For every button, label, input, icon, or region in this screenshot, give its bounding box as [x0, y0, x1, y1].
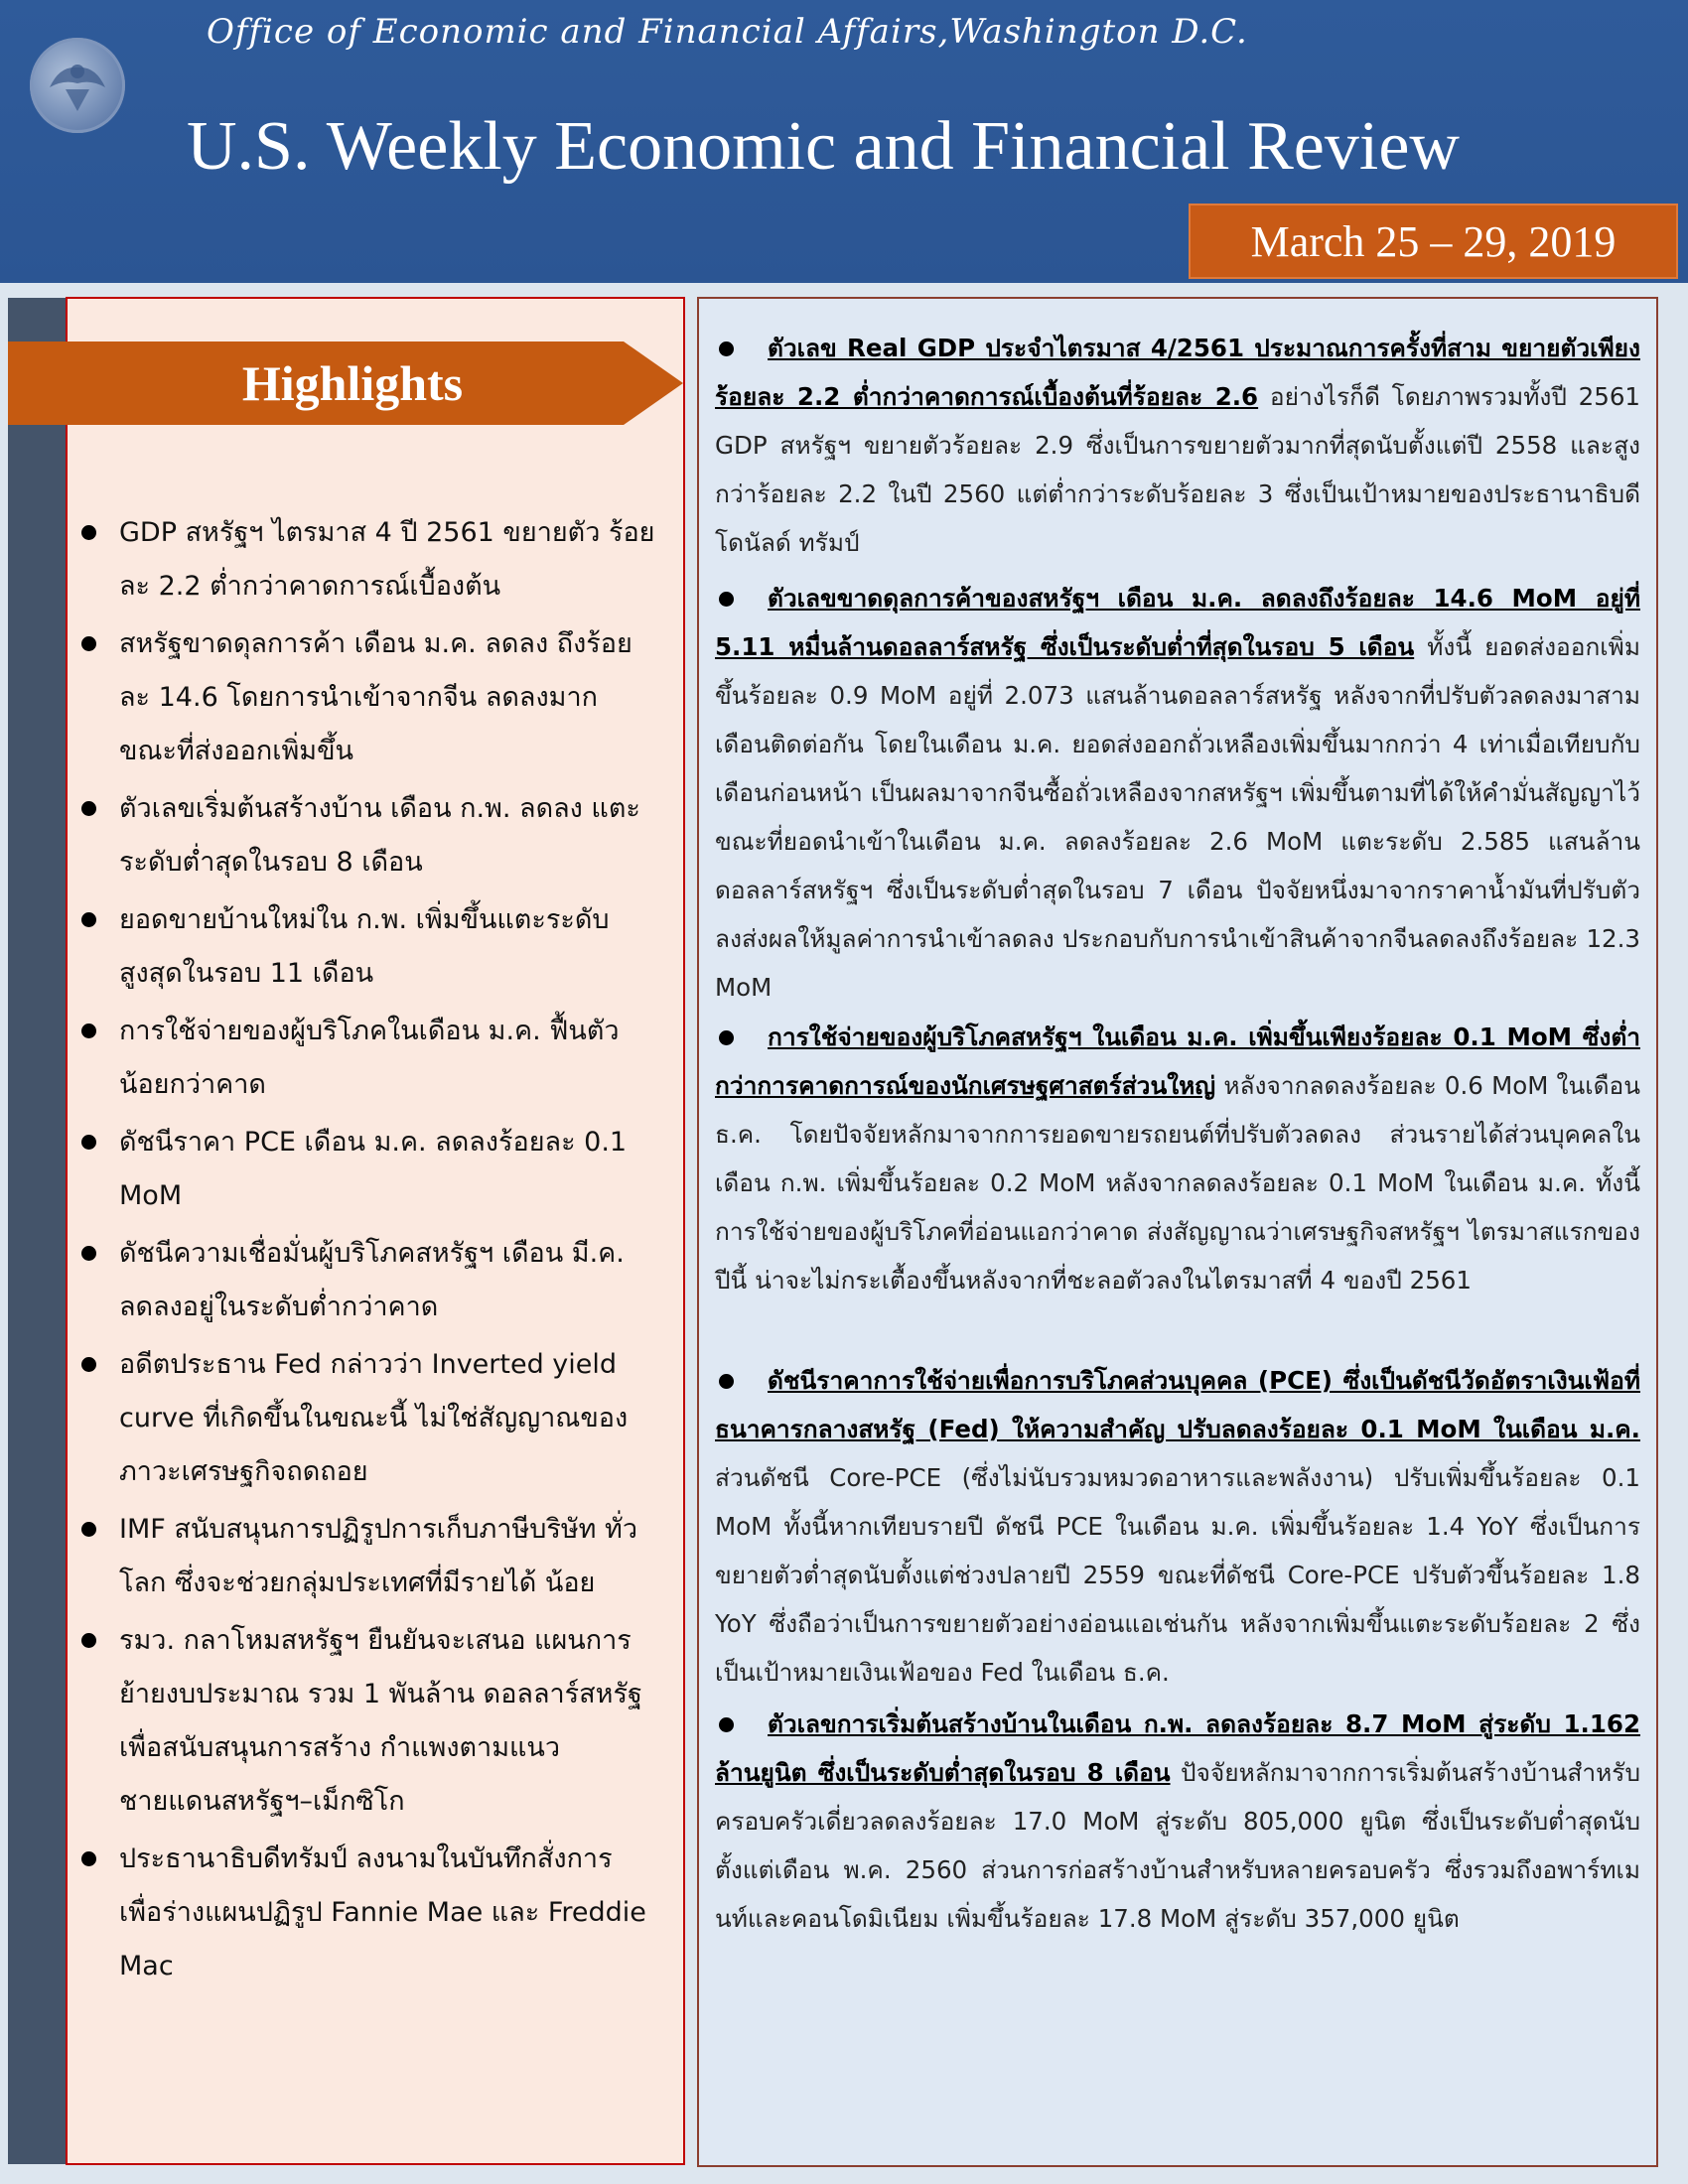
list-item — [81, 1614, 657, 1829]
bullet-icon — [81, 636, 96, 651]
highlight-text: ดัชนีความเชื่อมั่นผู้บริโภคสหรัฐฯ เดือน มี.ค. ลดลงอยู่ในระดับต่ำกว่าคาด — [119, 1238, 625, 1322]
article-trade-deficit — [715, 574, 1640, 1012]
highlight-text: IMF สนับสนุนการปฏิรูปการเก็บภาษีบริษัท ทั่วโลก ซึ่งจะช่วยกลุ่มประเทศที่มีรายได้ น้อย — [119, 1514, 638, 1598]
list-item — [81, 1116, 657, 1223]
article-lead: ดัชนีราคาการใช้จ่ายเพื่อการบริโภคส่วนบุคคล (PCE) ซึ่งเป็นดัชนีวัดอัตราเงินเฟ้อที่ธนาคารกลางสหรัฐ (Fed) ให้ความสำคัญ ปรับลดลงร้อยละ 0.1 MoM ในเดือน ม.ค. — [715, 1366, 1640, 1443]
page-title: U.S. Weekly Economic and Financial Review — [187, 108, 1460, 185]
header-banner — [0, 0, 1688, 283]
bullet-icon — [81, 1633, 96, 1648]
bullet-icon — [81, 1522, 96, 1537]
article-lead: การใช้จ่ายของผู้บริโภคสหรัฐฯ ในเดือน ม.ค. เพิ่มขึ้นเพียงร้อยละ 0.1 MoM ซึ่งต่ำกว่าการคาดการณ์ของนักเศรษฐศาสตร์ส่วนใหญ่ — [715, 1023, 1640, 1100]
article-gdp — [715, 324, 1640, 567]
highlight-text: การใช้จ่ายของผู้บริโภคในเดือน ม.ค. ฟื้นตัว น้อยกว่าคาด — [119, 1016, 620, 1100]
bullet-icon — [719, 1717, 734, 1732]
bullet-icon — [81, 1024, 96, 1038]
highlight-text: ยอดขายบ้านใหม่ใน ก.พ. เพิ่มขึ้นแตะระดับ สูงสุดในรอบ 11 เดือน — [119, 904, 610, 989]
office-name: Office of Economic and Financial Affairs,Washington D.C. — [207, 12, 1248, 52]
highlights-list — [81, 506, 657, 1997]
article-body: หลังจากลดลงร้อยละ 0.6 MoM ในเดือน ธ.ค. โดยปัจจัยหลักมาจากการยอดขายรถยนต์ที่ปรับตัวลดลง ส่วนรายได้ส่วนบุคคลในเดือน ก.พ. เพิ่มขึ้นร้อยละ 0.2 MoM หลังจากลดลงร้อยละ 0.1 MoM ในเดือน ม.ค. ทั้งนี้การใช้จ่ายของผู้บริโภคที่อ่อนแอกว่าคาด ส่งสัญญาณว่าเศรษฐกิจสหรัฐฯ ไตรมาสแรกของปีนี้ น่าจะไม่กระเตื้องขึ้นหลังจากที่ชะลอตัวลงในไตรมาสที่ 4 ของปี 2561 — [715, 1071, 1640, 1295]
list-item — [81, 1833, 657, 1993]
article-lead: ตัวเลข Real GDP ประจำไตรมาส 4/2561 ประมาณการครั้งที่สาม ขยายตัวเพียงร้อยละ 2.2 ต่ำกว่าคาดการณ์เบื้องต้นที่ร้อยละ 2.6 — [715, 334, 1640, 411]
highlight-text: ตัวเลขเริ่มต้นสร้างบ้าน เดือน ก.พ. ลดลง แตะระดับต่ำสุดในรอบ 8 เดือน — [119, 793, 640, 878]
bullet-icon — [719, 341, 734, 356]
highlights-heading: Highlights — [241, 355, 464, 411]
list-item — [81, 782, 657, 889]
date-range-badge: March 25 – 29, 2019 — [1189, 204, 1678, 279]
list-item — [81, 506, 657, 614]
eagle-seal-icon — [30, 38, 125, 133]
bullet-icon — [719, 592, 734, 607]
article-body: อย่างไรก็ดี โดยภาพรวมทั้งปี 2561 GDP สหรัฐฯ ขยายตัวร้อยละ 2.9 ซึ่งเป็นการขยายตัวมากที่สุดนับตั้งแต่ปี 2558 และสูงกว่าร้อยละ 2.2 ในปี 2560 แต่ต่ำกว่าระดับร้อยละ 3 ซึ่งเป็นเป้าหมายของประธานาธิบดีโดนัลด์ ทรัมป์ — [715, 382, 1640, 557]
list-item — [81, 1338, 657, 1499]
bullet-icon — [81, 1246, 96, 1261]
highlight-text: สหรัฐขาดดุลการค้า เดือน ม.ค. ลดลง ถึงร้อยละ 14.6 โดยการนำเข้าจากจีน ลดลงมาก ขณะที่ส่งออกเพิ่มขึ้น — [119, 628, 633, 766]
bullet-icon — [81, 1135, 96, 1150]
highlight-text: ดัชนีราคา PCE เดือน ม.ค. ลดลงร้อยละ 0.1 MoM — [119, 1127, 628, 1211]
bullet-icon — [719, 1374, 734, 1389]
article-housing-starts — [715, 1700, 1640, 1943]
article-consumer-spending — [715, 1013, 1640, 1304]
bullet-icon — [81, 1357, 96, 1372]
bullet-icon — [81, 1851, 96, 1866]
article-body: ปัจจัยหลักมาจากการเริ่มต้นสร้างบ้านสำหรับครอบครัวเดี่ยวลดลงร้อยละ 17.0 MoM สู่ระดับ 805,000 ยูนิต ซึ่งเป็นระดับต่ำสุดนับตั้งแต่เดือน พ.ค. 2560 ส่วนการก่อสร้างบ้านสำหรับหลายครอบครัว ซึ่งรวมถึงอพาร์ทเมนท์และคอนโดมิเนียม เพิ่มขึ้นร้อยละ 17.8 MoM สู่ระดับ 357,000 ยูนิต — [715, 1758, 1640, 1933]
highlight-text: GDP สหรัฐฯ ไตรมาส 4 ปี 2561 ขยายตัว ร้อยละ 2.2 ต่ำกว่าคาดการณ์เบื้องต้น — [119, 517, 655, 602]
list-item — [81, 1227, 657, 1334]
bullet-icon — [81, 801, 96, 816]
article-pce — [715, 1356, 1640, 1697]
list-item — [81, 1005, 657, 1112]
list-item — [81, 617, 657, 778]
article-lead: ตัวเลขการเริ่มต้นสร้างบ้านในเดือน ก.พ. ลดลงร้อยละ 8.7 MoM สู่ระดับ 1.162 ล้านยูนิต ซึ่งเป็นระดับต่ำสุดในรอบ 8 เดือน — [715, 1709, 1640, 1787]
highlight-text: ประธานาธิบดีทรัมป์ ลงนามในบันทึกสั่งการ เพื่อร่างแผนปฏิรูป Fannie Mae และ Freddie Mac — [119, 1843, 646, 1981]
article-body: ทั้งนี้ ยอดส่งออกเพิ่มขึ้นร้อยละ 0.9 MoM อยู่ที่ 2.073 แสนล้านดอลลาร์สหรัฐ หลังจากที่ปรับตัวลดลงมาสามเดือนติดต่อกัน โดยในเดือน ม.ค. ยอดส่งออกถั่วเหลืองเพิ่มขึ้นมากกว่า 4 เท่าเมื่อเทียบกับเดือนก่อนหน้า เป็นผลมาจากจีนซื้อถั่วเหลืองจากสหรัฐฯ เพิ่มขึ้นตามที่ได้ให้คำมั่นสัญญาไว้ ขณะที่ยอดนำเข้าในเดือน ม.ค. ลดลงร้อยละ 2.6 MoM แตะระดับ 2.585 แสนล้านดอลลาร์สหรัฐฯ ซึ่งเป็นระดับต่ำสุดในรอบ 7 เดือน ปัจจัยหนึ่งมาจากราคาน้ำมันที่ปรับตัวลงส่งผลให้มูลค่าการนำเข้าลดลง ประกอบกับการนำเข้าสินค้าจากจีนลดลงถึงร้อยละ 12.3 MoM — [715, 632, 1640, 1002]
highlight-text: อดีตประธาน Fed กล่าวว่า Inverted yield curve ที่เกิดขึ้นในขณะนี้ ไม่ใช่สัญญาณของภาวะเศรษฐกิจถดถอย — [119, 1349, 629, 1487]
bullet-icon — [81, 912, 96, 927]
list-item — [81, 1503, 657, 1610]
list-item — [81, 893, 657, 1001]
article-lead: ตัวเลขขาดดุลการค้าของสหรัฐฯ เดือน ม.ค. ลดลงถึงร้อยละ 14.6 MoM อยู่ที่ 5.11 หมื่นล้านดอลลาร์สหรัฐ ซึ่งเป็นระดับต่ำที่สุดในรอบ 5 เดือน — [715, 584, 1640, 661]
decorative-side-bar — [8, 298, 66, 2164]
bullet-icon — [719, 1030, 734, 1045]
highlight-text: รมว. กลาโหมสหรัฐฯ ยืนยันจะเสนอ แผนการย้ายงบประมาณ รวม 1 พันล้าน ดอลลาร์สหรัฐ เพื่อสนับสนุนการสร้าง กำแพงตามแนวชายแดนสหรัฐฯ–เม็กซิโก — [119, 1625, 642, 1817]
bullet-icon — [81, 525, 96, 540]
article-body: ส่วนดัชนี Core-PCE (ซึ่งไม่นับรวมหมวดอาหารและพลังงาน) ปรับเพิ่มขึ้นร้อยละ 0.1 MoM ทั้งนี้หากเทียบรายปี ดัชนี PCE ในเดือน ม.ค. เพิ่มขึ้นร้อยละ 1.4 YoY ซึ่งเป็นการขยายตัวต่ำสุดนับตั้งแต่ช่วงปลายปี 2559 ขณะที่ดัชนี Core-PCE ปรับตัวขึ้นร้อยละ 1.8 YoY ซึ่งถือว่าเป็นการขยายตัวอย่างอ่อนแอเช่นกัน หลังจากเพิ่มขึ้นแตะระดับร้อยละ 2 ซึ่งเป็นเป้าหมายเงินเฟ้อของ Fed ในเดือน ธ.ค. — [715, 1463, 1640, 1687]
